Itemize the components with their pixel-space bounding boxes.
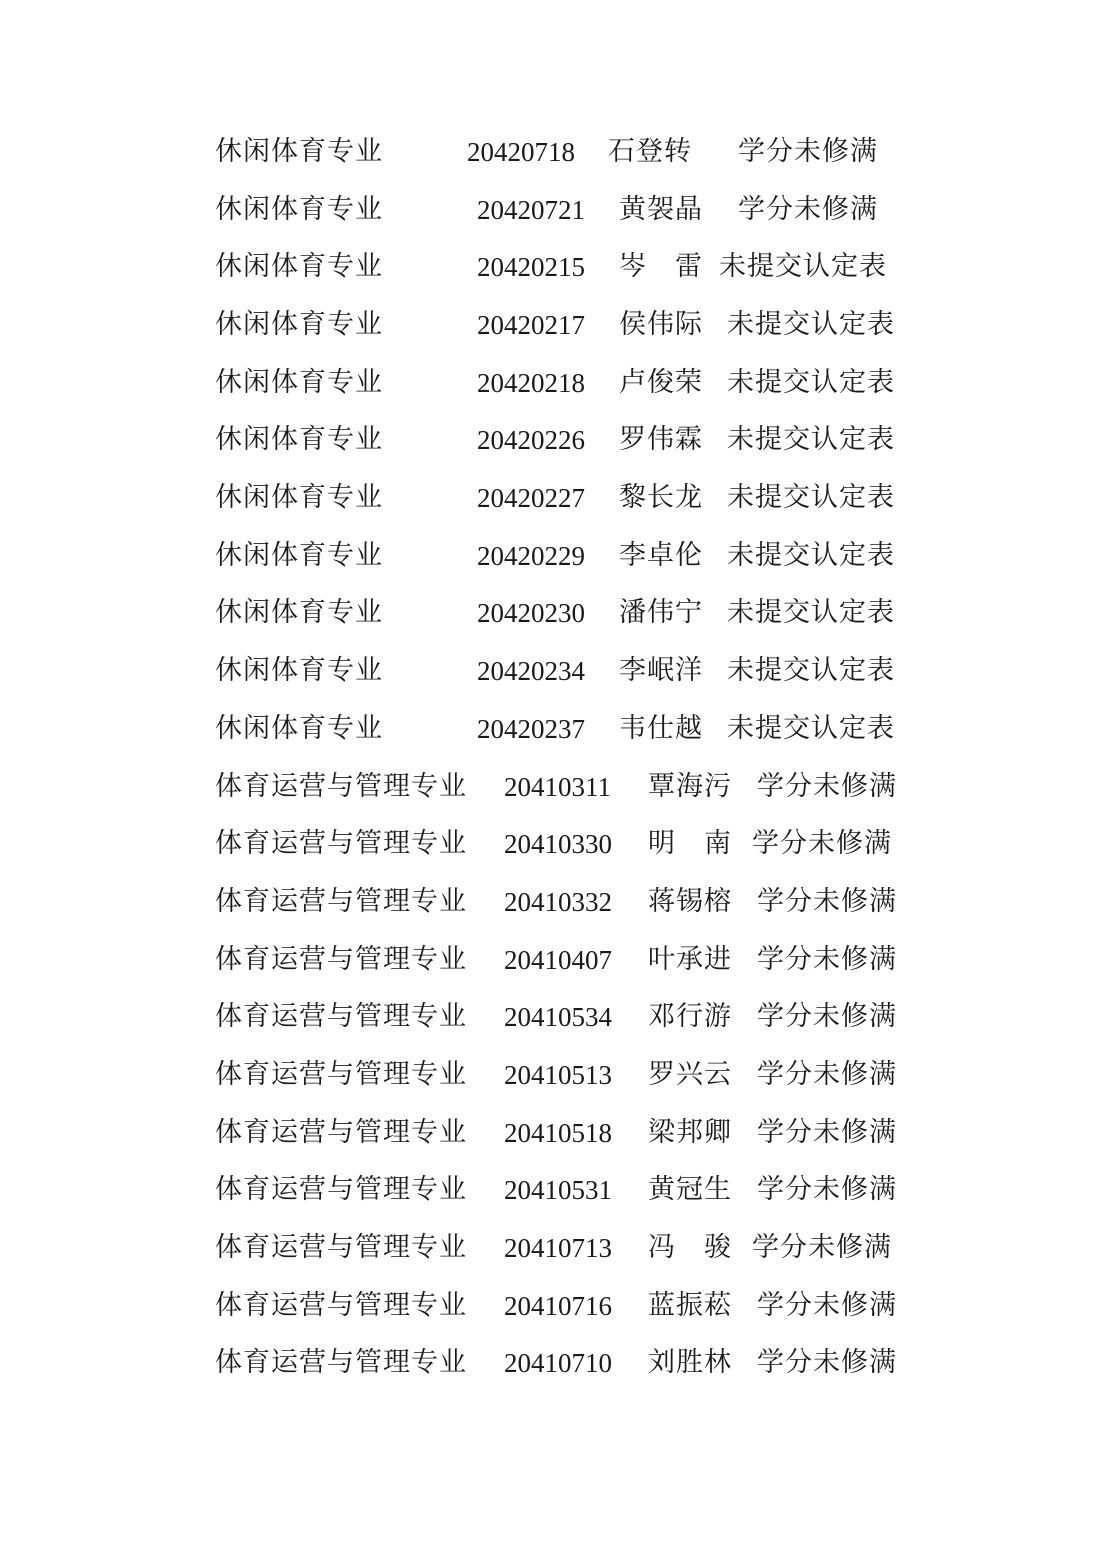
major-cell: 休闲体育专业 bbox=[215, 136, 383, 167]
status-cell: 学分未修满 bbox=[757, 1174, 897, 1205]
list-item bbox=[0, 767, 1102, 807]
list-item bbox=[0, 1286, 1102, 1326]
status-cell: 未提交认定表 bbox=[727, 309, 895, 340]
student-id-cell: 20420718 bbox=[467, 137, 575, 167]
major-cell: 休闲体育专业 bbox=[215, 194, 383, 225]
student-name-cell: 蒋锡榕 bbox=[648, 886, 732, 917]
student-id-cell: 20420215 bbox=[477, 252, 585, 282]
student-id-cell: 20420229 bbox=[477, 541, 585, 571]
student-id-cell: 20410716 bbox=[504, 1291, 612, 1321]
list-item bbox=[0, 940, 1102, 980]
major-cell: 体育运营与管理专业 bbox=[215, 1174, 467, 1205]
status-cell: 学分未修满 bbox=[757, 1001, 897, 1032]
status-cell: 学分未修满 bbox=[757, 1290, 897, 1321]
status-cell: 未提交认定表 bbox=[727, 482, 895, 513]
student-id-cell: 20410710 bbox=[504, 1348, 612, 1378]
status-cell: 学分未修满 bbox=[757, 771, 897, 802]
list-item bbox=[0, 882, 1102, 922]
major-cell: 休闲体育专业 bbox=[215, 309, 383, 340]
student-name-cell: 邓行游 bbox=[648, 1001, 732, 1032]
list-item bbox=[0, 651, 1102, 691]
student-name-cell: 韦仕越 bbox=[619, 713, 703, 744]
student-name-cell: 蓝振菘 bbox=[648, 1290, 732, 1321]
student-id-cell: 20410713 bbox=[504, 1233, 612, 1263]
student-id-cell: 20410330 bbox=[504, 829, 612, 859]
major-cell: 休闲体育专业 bbox=[215, 655, 383, 686]
list-item bbox=[0, 247, 1102, 287]
status-cell: 学分未修满 bbox=[757, 1117, 897, 1148]
student-id-cell: 20410513 bbox=[504, 1060, 612, 1090]
list-item bbox=[0, 709, 1102, 749]
major-cell: 体育运营与管理专业 bbox=[215, 1232, 467, 1263]
student-id-cell: 20420230 bbox=[477, 598, 585, 628]
status-cell: 学分未修满 bbox=[752, 828, 892, 859]
status-cell: 未提交认定表 bbox=[727, 713, 895, 744]
major-cell: 休闲体育专业 bbox=[215, 713, 383, 744]
list-item bbox=[0, 190, 1102, 230]
student-name-cell: 罗兴云 bbox=[648, 1059, 732, 1090]
major-cell: 休闲体育专业 bbox=[215, 424, 383, 455]
major-cell: 体育运营与管理专业 bbox=[215, 771, 467, 802]
student-name-cell: 黄袈晶 bbox=[619, 194, 703, 225]
major-cell: 休闲体育专业 bbox=[215, 367, 383, 398]
student-name-cell: 明 南 bbox=[648, 828, 732, 859]
student-id-cell: 20420227 bbox=[477, 483, 585, 513]
major-cell: 体育运营与管理专业 bbox=[215, 1059, 467, 1090]
status-cell: 学分未修满 bbox=[757, 1059, 897, 1090]
student-id-cell: 20410311 bbox=[504, 772, 611, 802]
list-item bbox=[0, 536, 1102, 576]
list-item bbox=[0, 1055, 1102, 1095]
list-item bbox=[0, 1343, 1102, 1383]
student-name-cell: 岑 雷 bbox=[619, 251, 703, 282]
major-cell: 休闲体育专业 bbox=[215, 540, 383, 571]
status-cell: 学分未修满 bbox=[757, 886, 897, 917]
student-name-cell: 黎长龙 bbox=[619, 482, 703, 513]
student-name-cell: 罗伟霖 bbox=[619, 424, 703, 455]
student-name-cell: 潘伟宁 bbox=[619, 597, 703, 628]
student-id-cell: 20410531 bbox=[504, 1175, 612, 1205]
list-item bbox=[0, 997, 1102, 1037]
student-id-cell: 20420721 bbox=[477, 195, 585, 225]
student-name-cell: 黄冠生 bbox=[648, 1174, 732, 1205]
list-item bbox=[0, 824, 1102, 864]
status-cell: 学分未修满 bbox=[738, 194, 878, 225]
status-cell: 未提交认定表 bbox=[719, 251, 887, 282]
student-id-cell: 20410518 bbox=[504, 1118, 612, 1148]
list-item bbox=[0, 363, 1102, 403]
student-id-cell: 20420217 bbox=[477, 310, 585, 340]
major-cell: 体育运营与管理专业 bbox=[215, 1347, 467, 1378]
student-name-cell: 冯 骏 bbox=[648, 1232, 732, 1263]
student-name-cell: 李岷洋 bbox=[619, 655, 703, 686]
list-item bbox=[0, 593, 1102, 633]
status-cell: 学分未修满 bbox=[757, 1347, 897, 1378]
student-id-cell: 20410407 bbox=[504, 945, 612, 975]
student-name-cell: 叶承进 bbox=[648, 944, 732, 975]
list-item bbox=[0, 132, 1102, 172]
status-cell: 学分未修满 bbox=[757, 944, 897, 975]
status-cell: 未提交认定表 bbox=[727, 367, 895, 398]
student-name-cell: 覃海污 bbox=[648, 771, 732, 802]
list-item bbox=[0, 420, 1102, 460]
major-cell: 体育运营与管理专业 bbox=[215, 944, 467, 975]
list-item bbox=[0, 1228, 1102, 1268]
student-id-cell: 20420237 bbox=[477, 714, 585, 744]
student-id-cell: 20420226 bbox=[477, 425, 585, 455]
student-id-cell: 20420234 bbox=[477, 656, 585, 686]
student-id-cell: 20410534 bbox=[504, 1002, 612, 1032]
major-cell: 休闲体育专业 bbox=[215, 482, 383, 513]
list-item bbox=[0, 305, 1102, 345]
student-name-cell: 卢俊荣 bbox=[619, 367, 703, 398]
major-cell: 体育运营与管理专业 bbox=[215, 828, 467, 859]
major-cell: 体育运营与管理专业 bbox=[215, 1290, 467, 1321]
student-id-cell: 20420218 bbox=[477, 368, 585, 398]
status-cell: 未提交认定表 bbox=[727, 540, 895, 571]
student-name-cell: 刘胜林 bbox=[648, 1347, 732, 1378]
major-cell: 体育运营与管理专业 bbox=[215, 886, 467, 917]
list-item bbox=[0, 1170, 1102, 1210]
major-cell: 休闲体育专业 bbox=[215, 251, 383, 282]
student-name-cell: 李卓伦 bbox=[619, 540, 703, 571]
major-cell: 休闲体育专业 bbox=[215, 597, 383, 628]
student-name-cell: 石登转 bbox=[608, 136, 692, 167]
major-cell: 体育运营与管理专业 bbox=[215, 1001, 467, 1032]
status-cell: 学分未修满 bbox=[738, 136, 878, 167]
list-item bbox=[0, 478, 1102, 518]
status-cell: 未提交认定表 bbox=[727, 655, 895, 686]
student-name-cell: 梁邦卿 bbox=[648, 1117, 732, 1148]
status-cell: 学分未修满 bbox=[752, 1232, 892, 1263]
status-cell: 未提交认定表 bbox=[727, 597, 895, 628]
status-cell: 未提交认定表 bbox=[727, 424, 895, 455]
major-cell: 体育运营与管理专业 bbox=[215, 1117, 467, 1148]
student-name-cell: 侯伟际 bbox=[619, 309, 703, 340]
list-item bbox=[0, 1113, 1102, 1153]
student-id-cell: 20410332 bbox=[504, 887, 612, 917]
